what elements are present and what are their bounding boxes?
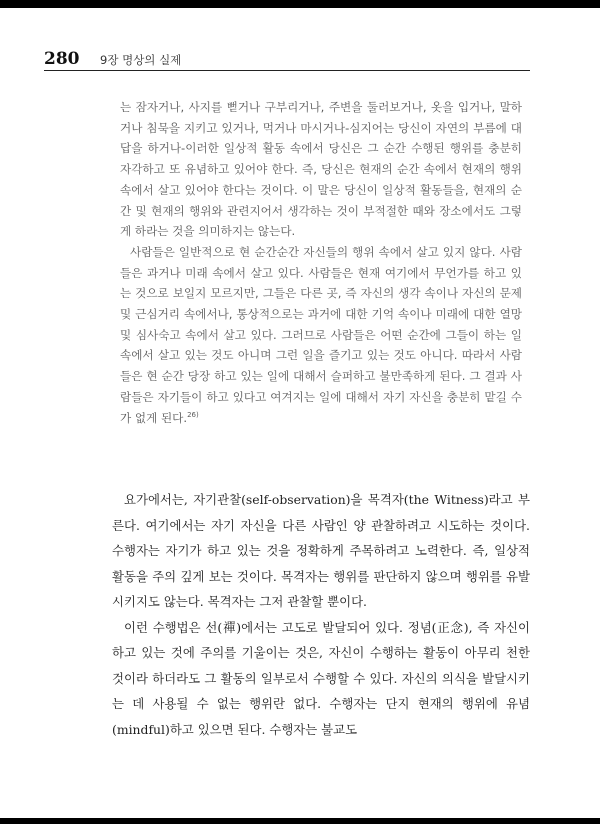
body-paragraph: 이런 수행법은 선(禪)에서는 고도로 발달되어 있다. 정념(正念), 즉 자신이 하고 있는 것에 주의를 기울이는 것은, 자신이 수행하는 활동이 아무리 천한 것이라 하더라도 그 활동의 일부로서 수행할 수 있다. 자신의 의식을 발달시키는 데 사용될 수 없는 행위란 없다. 수행자는 단지 현재의 행위에 유념(mindful)하고 있으면 된다. 수행자는 불교도 [112,619,530,737]
footnote-mark: 26) [187,410,199,419]
block-quote [120,97,522,428]
quote-paragraph: 는 잠자거나, 사지를 뻗거나 구부리거나, 주변을 둘러보거나, 옷을 입거나, 말하거나 침묵을 지키고 있거나, 먹거나 마시거나-심지어는 당신이 자연의 부름에 대답을 하거나-이러한 일상적 활동 속에서 당신은 그 순간 수행된 행위를 충분히 자각하고 또 유념하고 있어야 한다. 즉, 당신은 현재의 순간 속에서 현재의 행위 속에서 살고 있어야 한다는 것이다. 이 말은 당신이 일상적 활동들을, 현재의 순간 및 현재의 행위와 관련지어서 생각하는 것이 부적절한 때와 장소에서도 그렇게 하라는 것을 의미하지는 않는다. [120,100,522,239]
header-rule [44,70,530,71]
top-border [0,0,600,8]
quote-paragraph [120,242,522,428]
body-paragraph: 요가에서는, 자기관찰(self-observation)을 목격자(the Witness)라고 부른다. 여기에서는 자기 자신을 다른 사람인 양 관찰하려고 시도하는 것이다. 수행자는 자기가 하고 있는 것을 정확하게 주목하려고 노력한다. 즉, 일상적 활동을 주의 깊게 보는 것이다. 목격자는 행위를 판단하지 않으며 행위를 유발시키지도 않는다. 목격자는 그저 관찰할 뿐이다. [112,492,530,609]
quote-paragraph-text: 사람들은 일반적으로 현 순간순간 자신들의 행위 속에서 살고 있지 않다. 사람들은 과거나 미래 속에서 살고 있다. 사람들은 현재 여기에서 무언가를 하고 있는 것으로 보일지 모르지만, 그들은 다른 곳, 즉 자신의 생각 속이나 자신의 문제 및 근심거리 속에서나, 통상적으로는 과거에 대한 기억 속이나 미래에 대한 열망 및 심사숙고 속에서 살고 있다. 그러므로 사람들은 어떤 순간에 그들이 하는 일 속에서 살고 있는 것도 아니며 그런 일을 즐기고 있는 것도 아니다. 따라서 사람들은 현 순간 당장 하고 있는 일에 대해서 슬퍼하고 불만족하게 된다. 그 결과 사람들은 자기들이 하고 있다고 여겨지는 일에 대해서 자기 자신을 충분히 맡길 수가 없게 된다. [120,244,522,425]
chapter-title: 9장 명상의 실제 [100,53,182,67]
bottom-border [0,818,600,824]
main-text [112,487,530,742]
page-header [44,47,530,75]
page-number: 280 [44,49,80,69]
